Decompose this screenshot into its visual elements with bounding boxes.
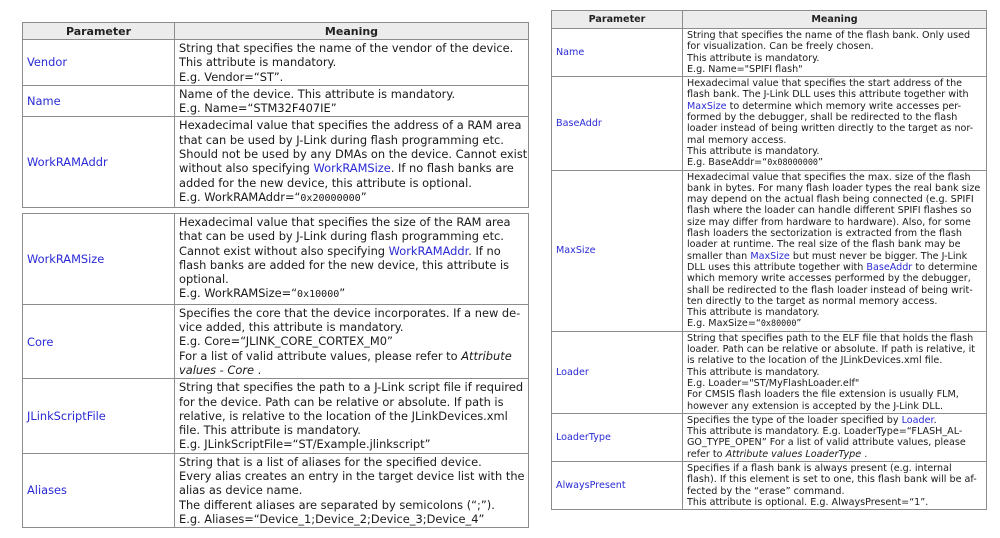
parameter-meaning	[175, 85, 529, 117]
text-segment: ”	[339, 286, 346, 301]
table-body	[23, 214, 529, 528]
text-segment: Hexadecimal value that specifies the address of a RAM area	[179, 118, 522, 133]
text-segment: Specifies the type of the loader specified by	[687, 414, 902, 426]
meaning-line	[179, 334, 524, 348]
text-segment: .	[254, 362, 262, 377]
meaning-line	[687, 112, 982, 123]
reference-text: Attribute values LoaderType	[725, 448, 862, 460]
text-segment: to determine which memory write accesses per-	[726, 100, 962, 112]
meaning-line	[687, 486, 982, 497]
text-segment: flash loaders the sectorization is extracted from the flash	[687, 228, 962, 240]
cross-reference-link[interactable]: BaseAddr	[866, 261, 913, 273]
text-segment: which memory write accesses performed by the debugger,	[687, 273, 971, 285]
text-segment: Hexadecimal value that specifies the max. size of the flash	[687, 171, 971, 183]
meaning-line	[179, 101, 524, 115]
text-segment: For a list of valid attribute values, please refer to	[179, 348, 462, 363]
text-segment: size may differ from hardware to hardware). Also, for some	[687, 216, 971, 228]
cross-reference-link[interactable]: WorkRAMSize	[313, 161, 391, 176]
table-row	[552, 461, 987, 509]
text-segment: loader. Path can be relative or absolute. If path is relative, it	[687, 344, 976, 356]
table-row	[552, 331, 987, 413]
meaning-line	[687, 194, 982, 205]
meaning-line	[687, 53, 982, 64]
meaning-line	[179, 176, 524, 190]
meaning-line	[179, 306, 524, 320]
parameter-meaning	[175, 40, 529, 86]
meaning-line	[179, 215, 524, 229]
text-segment: alias as device name.	[179, 483, 303, 498]
text-segment: fected by the “erase” command.	[687, 485, 845, 497]
device-attributes-table-part1	[22, 22, 529, 208]
meaning-line	[179, 161, 524, 175]
meaning-line	[179, 512, 524, 526]
meaning-line	[179, 483, 524, 497]
cross-reference-link[interactable]: MaxSize	[750, 250, 790, 262]
text-segment: refer to	[687, 448, 726, 460]
text-segment: smaller than	[687, 250, 751, 262]
meaning-line	[687, 135, 982, 146]
meaning-line	[687, 389, 982, 400]
text-segment: .	[933, 414, 937, 426]
header-parameter: Parameter	[552, 11, 683, 29]
meaning-line	[687, 296, 982, 307]
table-row	[23, 40, 529, 86]
text-segment: Should not be used by any DMAs on the device. Cannot exist	[179, 147, 528, 162]
parameter-meaning	[683, 413, 987, 461]
text-segment: Hexadecimal value that specifies the start address of the	[687, 78, 963, 90]
table-row	[23, 304, 529, 378]
meaning-line	[687, 344, 982, 355]
meaning-line	[687, 64, 982, 75]
meaning-line	[687, 157, 982, 168]
meaning-line	[687, 333, 982, 344]
meaning-line	[687, 217, 982, 228]
table-row	[23, 85, 529, 117]
text-segment: E.g. MaxSize=“	[687, 318, 761, 330]
parameter-name[interactable]: Aliases	[23, 453, 175, 527]
text-segment: Specifies if a flash bank is always present (e.g. internal	[687, 462, 952, 474]
meaning-line	[687, 474, 982, 485]
meaning-line	[687, 426, 982, 437]
text-segment: E.g. WorkRAMSize=“	[179, 286, 298, 301]
meaning-line	[179, 118, 524, 132]
parameter-name[interactable]: Name	[23, 85, 175, 117]
table-row	[552, 29, 987, 77]
text-segment: bank in bytes. For many flash loader types the real bank size	[687, 182, 981, 194]
text-segment: This attribute is optional. E.g. AlwaysPresent=“1”.	[687, 496, 929, 508]
text-segment: Every alias creates an entry in the target device list with the	[179, 469, 525, 484]
meaning-line	[687, 273, 982, 284]
table-row	[552, 170, 987, 331]
parameter-name[interactable]: MaxSize	[552, 170, 683, 331]
parameter-name[interactable]: Loader	[552, 331, 683, 413]
parameter-name[interactable]: AlwaysPresent	[552, 461, 683, 509]
text-segment: E.g. Loader="ST/MyFlashLoader.elf"	[687, 377, 860, 389]
table-row	[23, 379, 529, 453]
parameter-name[interactable]: WorkRAMAddr	[23, 117, 175, 208]
text-segment: may depend on the actual flash being connected (e.g. SPIFI	[687, 194, 974, 206]
text-segment: E.g. Name="SPIFI flash"	[687, 63, 803, 75]
text-segment: for visualization. Can be freely chosen.	[687, 41, 874, 53]
parameter-meaning	[175, 453, 529, 527]
text-segment: relative, is relative to the location of the JLinkDevices.xml	[179, 408, 508, 423]
table-row	[23, 214, 529, 305]
text-segment: Specifies the core that the device incorporates. If a new de-	[179, 305, 521, 320]
meaning-line	[687, 463, 982, 474]
text-segment: E.g. Aliases=“Device_1;Device_2;Device_3;Device_4”	[179, 511, 485, 526]
meaning-line	[687, 239, 982, 250]
code-value: 0x08000000	[767, 157, 819, 168]
header-meaning: Meaning	[175, 23, 529, 40]
code-value: 0x20000000	[300, 192, 361, 204]
text-segment: flash bank. The J-Link DLL uses this attribute together with	[687, 89, 969, 101]
text-segment: is relative to the location of the JLinkDevices.xml file.	[687, 355, 943, 367]
parameter-meaning	[175, 379, 529, 453]
text-segment: E.g. JLinkScriptFile=“ST/Example.jlinkscript”	[179, 437, 431, 452]
text-segment: loader at runtime. The real size of the flash bank may be	[687, 239, 961, 251]
table-header-row	[23, 23, 529, 40]
meaning-line	[687, 401, 982, 412]
meaning-line	[687, 205, 982, 216]
text-segment: The different aliases are separated by semicolons (“;”).	[179, 497, 495, 512]
meaning-line	[179, 70, 524, 84]
table-header-row	[552, 11, 987, 29]
meaning-line	[179, 423, 524, 437]
meaning-line	[687, 367, 982, 378]
text-segment: Name of the device. This attribute is mandatory.	[179, 86, 456, 101]
parameter-meaning	[683, 331, 987, 413]
text-segment: shall be redirected to the flash loader instead of being writ-	[687, 284, 973, 296]
text-segment: flash banks are added for the new device, this attribute is	[179, 257, 510, 272]
text-segment: ”	[360, 189, 367, 204]
text-segment: Hexadecimal value that specifies the size of the RAM area	[179, 215, 511, 229]
text-segment: added for the new device, this attribute is optional.	[179, 175, 472, 190]
text-segment: String that specifies path to the ELF file that holds the flash	[687, 332, 974, 344]
meaning-line	[687, 30, 982, 41]
text-segment: This attribute is mandatory.	[179, 55, 337, 70]
text-segment: String that specifies the name of the vendor of the device.	[179, 41, 514, 55]
text-segment: . If no flash banks are	[390, 161, 514, 176]
meaning-line	[179, 272, 524, 286]
header-meaning: Meaning	[683, 11, 987, 29]
meaning-line	[179, 409, 524, 423]
meaning-line	[179, 349, 524, 363]
meaning-line	[687, 415, 982, 426]
meaning-line	[687, 172, 982, 183]
text-segment: This attribute is mandatory.	[687, 52, 820, 64]
table-row	[552, 77, 987, 170]
parameter-name[interactable]: Name	[552, 29, 683, 77]
meaning-line	[687, 355, 982, 366]
table-row	[23, 453, 529, 527]
text-segment: that can be used by J-Link during flash programming etc.	[179, 132, 504, 147]
text-segment: optional.	[179, 272, 229, 287]
text-segment: file. This attribute is mandatory.	[179, 423, 361, 438]
text-segment: E.g. WorkRAMAddr=“	[179, 189, 301, 204]
text-segment: flash where the loader can handle different SPIFI flashes so	[687, 205, 972, 217]
meaning-line	[179, 455, 524, 469]
text-segment: DLL uses this attribute together with	[687, 261, 867, 273]
meaning-line	[179, 380, 524, 394]
text-segment: E.g. Core=“JLINK_CORE_CORTEX_M0”	[179, 334, 393, 349]
header-parameter: Parameter	[23, 23, 175, 40]
meaning-line	[179, 190, 524, 206]
text-segment: to determine	[912, 261, 978, 273]
text-segment: formed by the debugger, shall be redirected to the flash	[687, 112, 958, 124]
meaning-line	[687, 123, 982, 134]
text-segment: ”	[796, 318, 802, 330]
meaning-line	[687, 78, 982, 89]
text-segment: vice added, this attribute is mandatory.	[179, 320, 404, 335]
parameter-meaning	[175, 304, 529, 378]
parameter-name[interactable]: BaseAddr	[552, 77, 683, 170]
text-segment: E.g. Vendor=“ST”.	[179, 69, 284, 84]
text-segment: Cannot exist without also specifying	[179, 243, 389, 258]
parameter-name[interactable]: LoaderType	[552, 413, 683, 461]
parameter-name[interactable]: Vendor	[23, 40, 175, 86]
text-segment: This attribute is mandatory.	[687, 366, 820, 378]
text-segment: .	[861, 448, 868, 460]
meaning-line	[687, 285, 982, 296]
cross-reference-link[interactable]: MaxSize	[687, 100, 727, 112]
meaning-line	[179, 437, 524, 451]
table-row	[23, 117, 529, 208]
meaning-line	[179, 133, 524, 147]
text-segment: E.g. Name=“STM32F407IE”	[179, 101, 337, 116]
code-value: 0x10000	[297, 289, 340, 301]
meaning-line	[179, 286, 524, 302]
text-segment: however any extension is accepted by the J-Link DLL.	[687, 400, 944, 412]
parameter-name[interactable]: JLinkScriptFile	[23, 379, 175, 453]
meaning-line	[687, 251, 982, 262]
parameter-meaning	[683, 170, 987, 331]
meaning-line	[687, 378, 982, 389]
cross-reference-link[interactable]: WorkRAMAddr	[388, 243, 469, 258]
meaning-line	[179, 498, 524, 512]
meaning-line	[687, 146, 982, 157]
text-segment: without also specifying	[179, 161, 314, 176]
table-body	[552, 29, 987, 510]
text-segment: ten directly to the target as normal memory access.	[687, 295, 938, 307]
text-segment: This attribute is mandatory.	[687, 145, 820, 157]
meaning-line	[179, 244, 524, 258]
parameter-meaning	[175, 214, 529, 305]
text-segment: E.g. BaseAddr=“	[687, 157, 768, 169]
text-segment: loader instead of being written directly to the target as nor-	[687, 123, 974, 135]
meaning-line	[687, 228, 982, 239]
flash-bank-attributes-table	[551, 10, 987, 510]
meaning-line	[179, 87, 524, 101]
meaning-line	[687, 449, 982, 460]
text-segment: This attribute is mandatory. E.g. LoaderType=“FLASH_AL-	[687, 426, 963, 438]
meaning-line	[179, 147, 528, 162]
meaning-line	[687, 183, 982, 194]
device-attributes-table-part2	[22, 213, 529, 528]
cross-reference-link[interactable]: Loader	[901, 414, 934, 426]
text-segment: mal memory access.	[687, 134, 787, 146]
meaning-line	[179, 320, 524, 334]
text-segment: GO_TYPE_OPEN” For a list of valid attribute values, please	[687, 437, 966, 449]
meaning-line	[687, 318, 982, 329]
parameter-name[interactable]: Core	[23, 304, 175, 378]
parameter-meaning	[175, 117, 529, 208]
meaning-line	[179, 469, 524, 483]
meaning-line	[687, 41, 982, 52]
meaning-line	[687, 89, 982, 100]
meaning-line	[179, 363, 524, 377]
text-segment: flash). If this element is set to one, this flash bank will be af-	[687, 474, 977, 486]
meaning-line	[179, 55, 524, 69]
text-segment: but must never be bigger. The J-Link	[789, 250, 968, 262]
parameter-meaning	[683, 29, 987, 77]
text-segment: String that is a list of aliases for the specified device.	[179, 454, 482, 469]
meaning-line	[687, 437, 982, 448]
meaning-line	[179, 258, 524, 272]
text-segment: For CMSIS flash loaders the file extension is usually FLM,	[687, 389, 959, 401]
parameter-meaning	[683, 461, 987, 509]
text-segment: This attribute is mandatory.	[687, 307, 820, 319]
text-segment: that can be used by J-Link during flash programming etc.	[179, 229, 504, 244]
meaning-line	[687, 101, 982, 112]
code-value: 0x80000	[760, 318, 797, 329]
parameter-meaning	[683, 77, 987, 170]
meaning-line	[179, 229, 524, 243]
meaning-line	[687, 307, 982, 318]
text-segment: for the device. Path can be relative or absolute. If path is	[179, 394, 504, 409]
meaning-line	[179, 395, 524, 409]
text-segment: . If no	[468, 243, 501, 258]
parameter-name[interactable]: WorkRAMSize	[23, 214, 175, 305]
meaning-line	[687, 262, 982, 273]
table-row	[552, 413, 987, 461]
meaning-line	[179, 41, 524, 55]
reference-text: Attribute	[461, 348, 512, 363]
table-body	[23, 40, 529, 208]
text-segment: ”	[818, 157, 823, 169]
reference-text: values - Core	[179, 362, 255, 377]
text-segment: String that specifies the name of the flash bank. Only used	[687, 30, 971, 41]
meaning-line	[687, 497, 982, 508]
text-segment: String that specifies the path to a J-Link script file if required	[179, 380, 524, 395]
